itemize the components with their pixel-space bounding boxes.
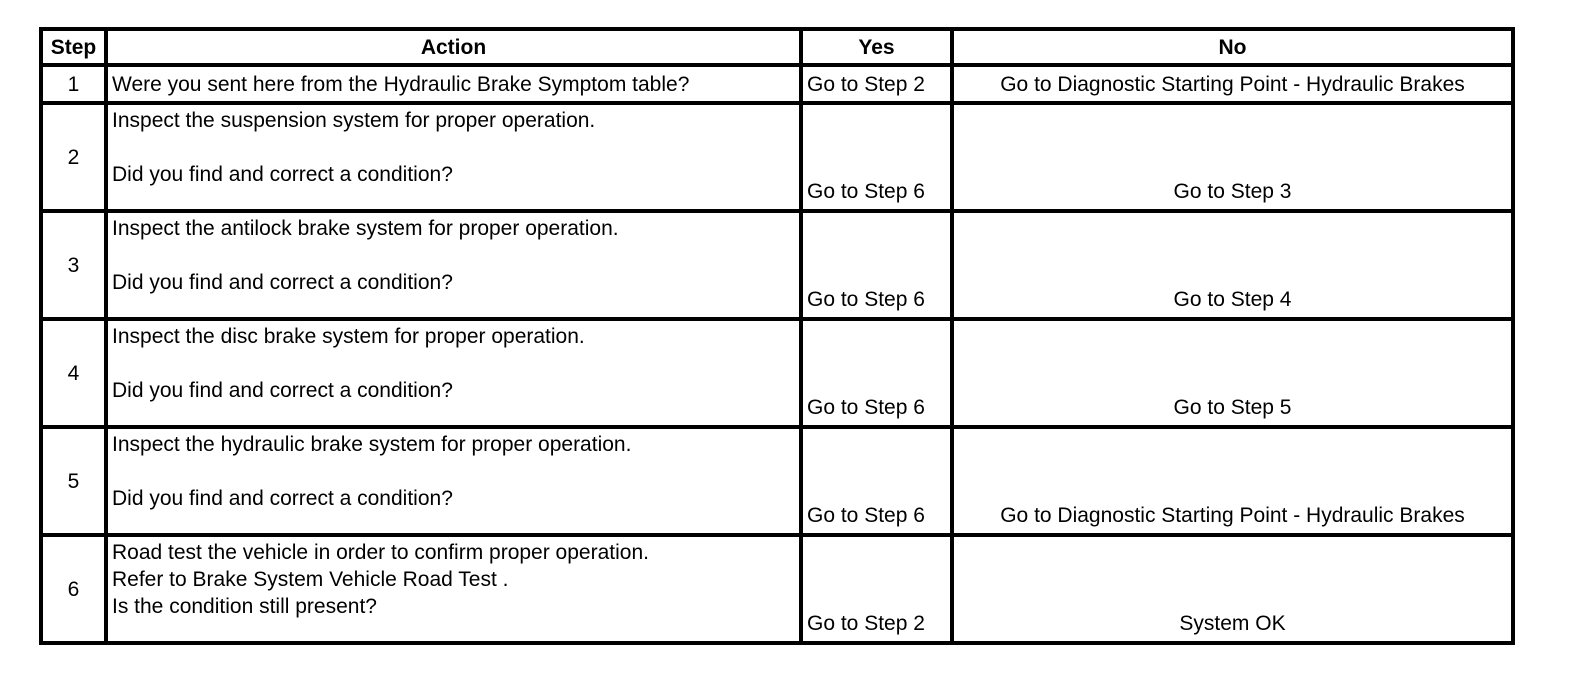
table-row	[41, 535, 1513, 643]
step-number: 1	[41, 65, 106, 103]
header-yes: Yes	[801, 29, 952, 65]
action-cell	[106, 427, 801, 535]
action-instruction: Inspect the disc brake system for proper operation.	[112, 325, 585, 348]
action-cell	[106, 65, 801, 103]
header-action: Action	[106, 29, 801, 65]
yes-cell: Go to Step 6	[801, 211, 952, 319]
yes-cell: Go to Step 2	[801, 65, 952, 103]
action-cell	[106, 103, 801, 211]
no-cell: Go to Step 4	[952, 211, 1513, 319]
action-instruction: Inspect the suspension system for proper operation.	[112, 109, 596, 132]
action-instruction: Inspect the hydraulic brake system for proper operation.	[112, 433, 632, 456]
table-row	[41, 65, 1513, 103]
action-cell	[106, 535, 801, 643]
header-step: Step	[41, 29, 106, 65]
action-question: Did you find and correct a condition?	[112, 271, 453, 294]
yes-cell: Go to Step 2	[801, 535, 952, 643]
header-row	[41, 29, 1513, 65]
table-row	[41, 319, 1513, 427]
yes-cell: Go to Step 6	[801, 103, 952, 211]
step-number: 2	[41, 103, 106, 211]
table-row	[41, 427, 1513, 535]
action-text: Were you sent here from the Hydraulic Brake Symptom table?	[112, 72, 690, 96]
action-question: Did you find and correct a condition?	[112, 379, 453, 402]
no-cell: System OK	[952, 535, 1513, 643]
action-instruction: Road test the vehicle in order to confirm proper operation.	[112, 541, 649, 564]
no-cell: Go to Diagnostic Starting Point - Hydraulic Brakes	[952, 65, 1513, 103]
action-question: Did you find and correct a condition?	[112, 163, 453, 186]
step-number: 4	[41, 319, 106, 427]
diagnostic-table	[39, 27, 1515, 645]
no-cell: Go to Diagnostic Starting Point - Hydraulic Brakes	[952, 427, 1513, 535]
no-cell: Go to Step 5	[952, 319, 1513, 427]
action-question: Is the condition still present?	[112, 595, 377, 618]
action-cell	[106, 211, 801, 319]
header-no: No	[952, 29, 1513, 65]
no-cell: Go to Step 3	[952, 103, 1513, 211]
action-cell	[106, 319, 801, 427]
table-row	[41, 211, 1513, 319]
table-row	[41, 103, 1513, 211]
step-number: 3	[41, 211, 106, 319]
step-number: 5	[41, 427, 106, 535]
yes-cell: Go to Step 6	[801, 427, 952, 535]
yes-cell: Go to Step 6	[801, 319, 952, 427]
action-reference: Refer to Brake System Vehicle Road Test .	[112, 568, 509, 591]
action-question: Did you find and correct a condition?	[112, 487, 453, 510]
step-number: 6	[41, 535, 106, 643]
action-instruction: Inspect the antilock brake system for proper operation.	[112, 217, 619, 240]
